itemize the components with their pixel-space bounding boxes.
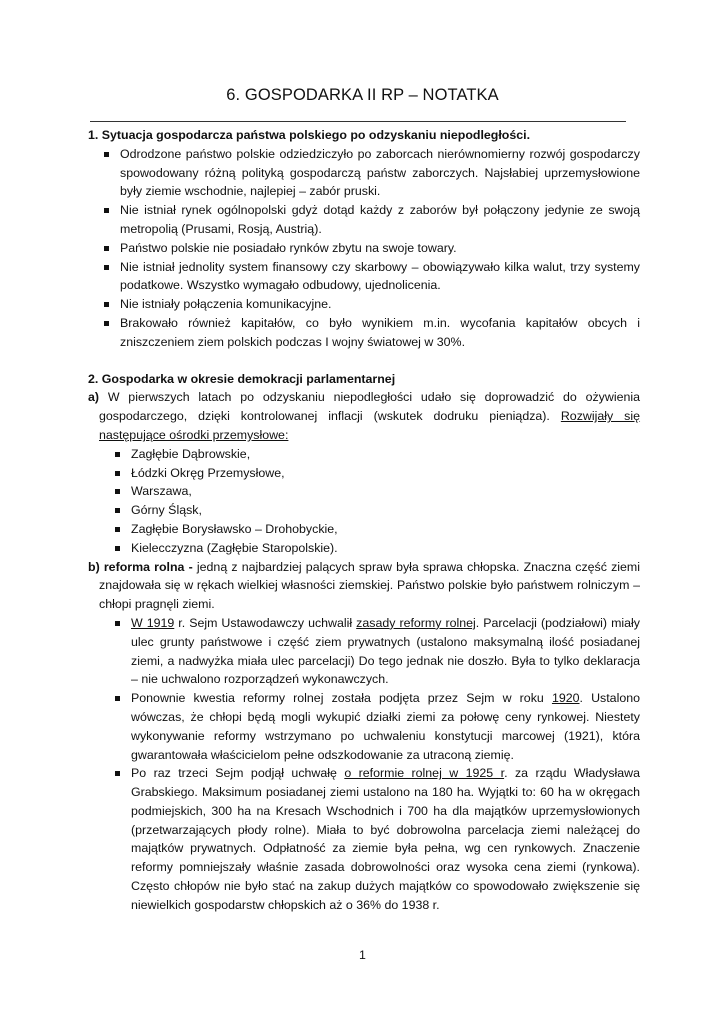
list-item: Odrodzone państwo polskie odziedziczyło po zaborcach nierównomierny rozwój gospodarczy spowodowany różną polityką gospodarczą państw zaborczych. Najsłabiej uprzemysłowione były ziemie wschodnie, najlepiej – zabór pruski. (88, 145, 640, 201)
underlined-text: zasady reformy rolnej (356, 615, 476, 630)
list-item: Górny Śląsk, (88, 501, 640, 520)
item-text: . za rządu Władysława Grabskiego. Maksimum posiadanej ziemi ustalono na 180 ha. Wyjątki to: 60 ha w okręgach podmiejskich, 300 ha na Kresach Wschodnich i 700 ha dla majątków uprzemysłowionych (przetwarzających płody rolne). Miała to być dobrowolna parcelacja ziemi należącej do majątków prywatnych. Odpłatność za ziemie była pełna, wg cen rynkowych. Znaczenie reformy pomniejszały właśnie zasada dobrowolności oraz wysoka cena ziemi (rynkowa). Często chłopów nie było stać na zakup dużych majątków co spowodowało zwiększenie się niewielkich gospodarstw chłopskich aż o 36% do 1938 r. (131, 766, 640, 912)
list-item: Brakowało również kapitałów, co było wynikiem m.in. wycofania kapitałów obcych i zniszczeniem ziem polskich podczas I wojny światowej w 30%. (88, 314, 640, 352)
section-1-list (88, 145, 640, 352)
list-item: Państwo polskie nie posiadało rynków zbytu na swoje towary. (88, 239, 640, 258)
section-1-heading: 1. Sytuacja gospodarcza państwa polskiego po odzyskaniu niepodległości. (88, 128, 531, 142)
list-item: Zagłębie Borysławsko – Drohobyckie, (88, 520, 640, 539)
item-text: Ponownie kwestia reformy rolnej została podjęta przez Sejm w roku (131, 691, 552, 706)
paragraph-a-text: W pierwszych latach po odzyskaniu niepodległości udało się doprowadzić do ożywienia gospodarczego, dzięki kontrolowanej inflacji (wskutek dodruku pieniądza). (99, 390, 640, 424)
list-item (88, 689, 640, 764)
underlined-text: 1920 (551, 691, 580, 706)
paragraph-a (88, 388, 640, 444)
item-text: . Parcelacji (podziałowi) miały ulec grunty państwowe i część ziem prywatnych (ustalono maksymalną ilość posiadanej ziemi, a nadwyżka miała ulec parcelacji) Do tego jednak nie doszło. Była to tylko deklaracja – nie uchwalono rozporządzeń wykonawczych. (131, 615, 640, 687)
land-reform-list (88, 614, 640, 915)
title-underline (90, 121, 626, 122)
section-2-heading: 2. Gospodarka w okresie demokracji parlamentarnej (88, 371, 396, 386)
page-title: 6. GOSPODARKA II RP – NOTATKA (226, 86, 499, 104)
item-text: Po raz trzeci Sejm podjął uchwałę (131, 766, 345, 781)
list-item (88, 614, 640, 689)
paragraph-a-underlined: Rozwijały się następujące ośrodki przemysłowe: (99, 409, 641, 442)
page-number: 1 (359, 948, 366, 962)
item-text: . Ustalono wówczas, że chłopi będą mogli wykupić działki ziemi za połowę ceny rynkowej. Niestety wykonywanie reformy wstrzymano po uchwaleniu konstytucji marcowej (1921), która gwarantowała właścicielom pełne odszkodowanie za utraconą ziemię. (131, 691, 641, 762)
paragraph-b (88, 558, 640, 614)
paragraph-b-text: jedną z najbardziej palących spraw była sprawa chłopska. Znaczna część ziemi znajdowała się w rękach wielkiej własności ziemskiej. Państwo polskie było państwem rolniczym – chłopi pragnęli ziemi. (99, 559, 640, 612)
document-body (88, 126, 640, 915)
list-item: Zagłębie Dąbrowskie, (88, 445, 640, 464)
underlined-text: W 1919 (131, 615, 175, 630)
list-item: Nie istniał rynek ogólnopolski gdyż dotąd każdy z zaborów był połączony jedynie ze swoją metropolią (Prusami, Rosją, Austrią). (88, 201, 640, 239)
list-item: Warszawa, (88, 482, 640, 501)
list-item: Kielecczyzna (Zagłębie Staropolskie). (88, 539, 640, 558)
industrial-centers-list (88, 445, 640, 558)
paragraph-a-label: a) (88, 390, 100, 405)
list-item: Nie istniał jednolity system finansowy czy skarbowy – obowiązywało kilka walut, trzy systemy podatkowe. Wszystko wymagało odbudowy, ujednolicenia. (88, 258, 640, 296)
list-item: Nie istniały połączenia komunikacyjne. (88, 295, 640, 314)
item-text: r. Sejm Ustawodawczy uchwalił (174, 615, 357, 630)
underlined-text: o reformie rolnej w 1925 r (344, 766, 505, 781)
list-item: Łódzki Okręg Przemysłowe, (88, 464, 640, 483)
paragraph-b-label: b) reforma rolna - (88, 559, 193, 574)
list-item (88, 764, 640, 914)
